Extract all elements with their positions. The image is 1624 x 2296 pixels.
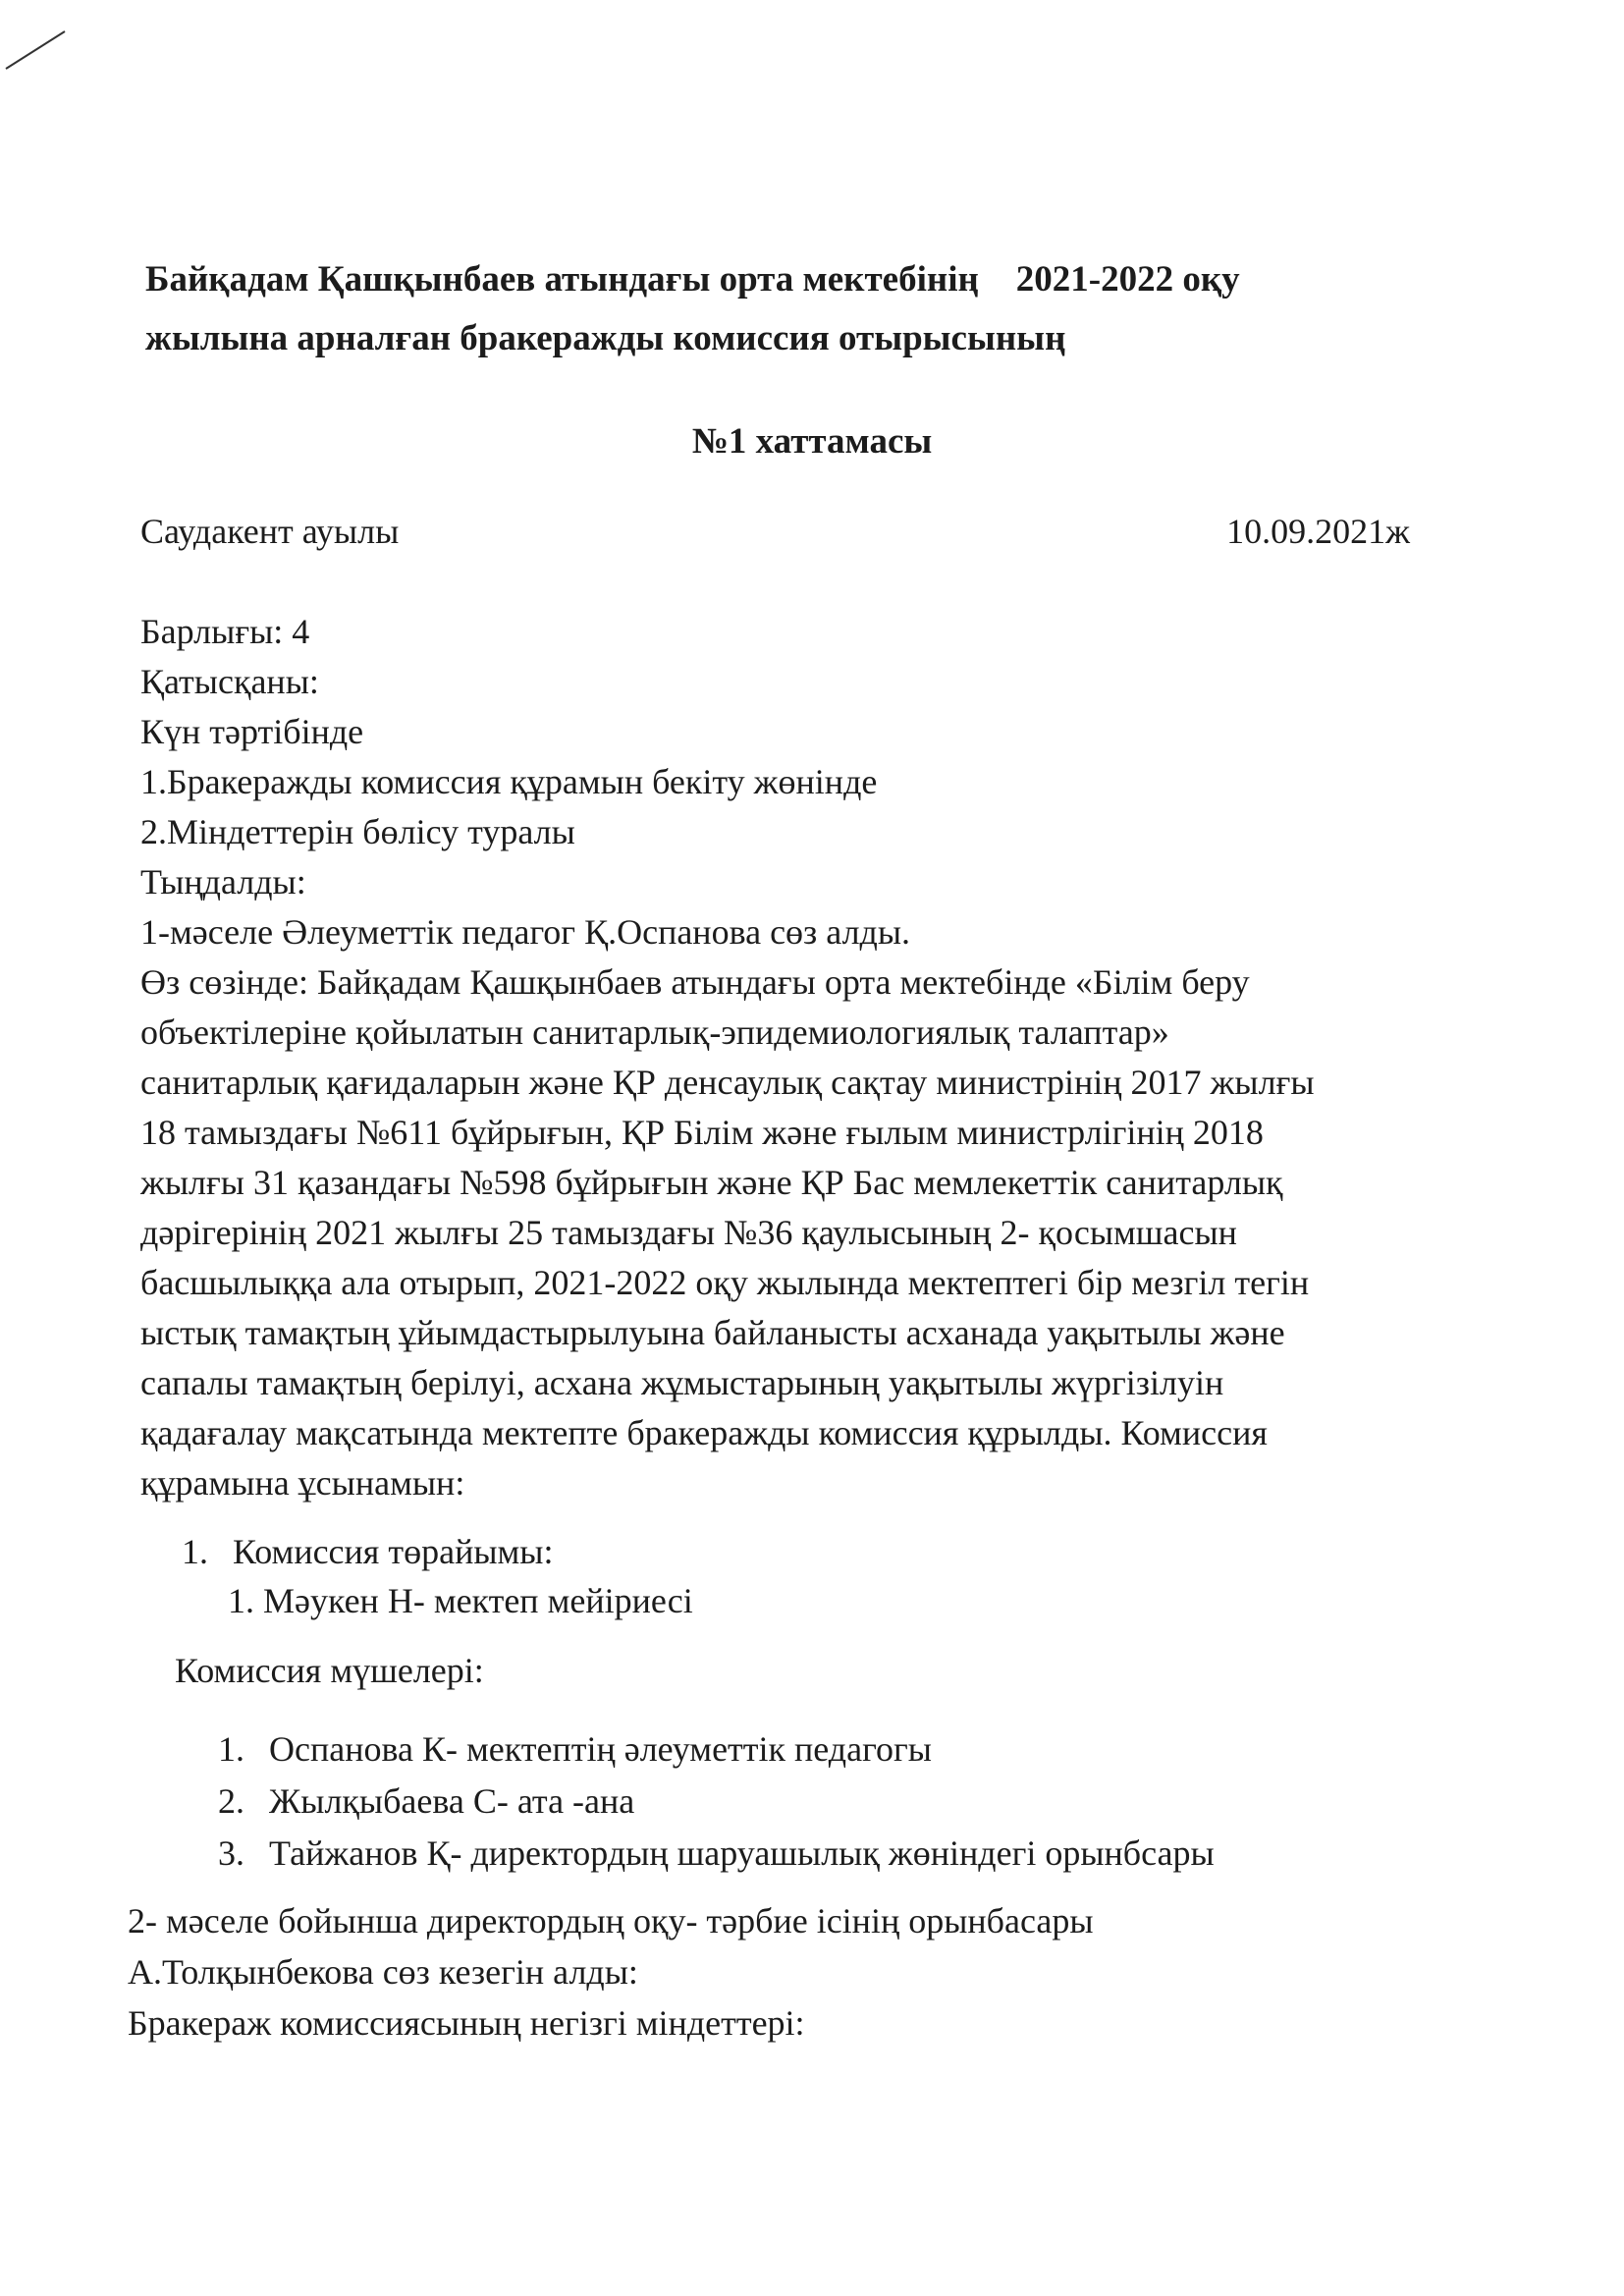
place-name: Саудакент ауылы bbox=[140, 512, 400, 551]
title-academic-year: 2021-2022 оқу bbox=[1015, 259, 1240, 300]
chair-label: Комиссия төрайымы: bbox=[233, 1532, 554, 1571]
issue-2-line: Бракераж комиссиясының негізгі міндеттері: bbox=[128, 2003, 805, 2043]
body-line: 2.Міндеттерін бөлісу туралы bbox=[140, 812, 575, 851]
body-line: объектілеріне қойылатын санитарлық-эпидемиологиялық талаптар» bbox=[140, 1012, 1169, 1052]
list-item bbox=[218, 1723, 1215, 1776]
body-line: Өз сөзінде: Байқадам Қашқынбаев атындағы орта мектебінде «Білім беру bbox=[140, 962, 1250, 1002]
list-number: 1. bbox=[218, 1729, 244, 1769]
body-line: жылғы 31 қазандағы №598 бұйрығын және ҚР Бас мемлекеттік санитарлық bbox=[140, 1163, 1283, 1202]
body-line: басшылыққа ала отырып, 2021-2022 оқу жылында мектептегі бір мезгіл тегін bbox=[140, 1263, 1310, 1302]
list-item bbox=[218, 1776, 1215, 1828]
pen-stroke-mark bbox=[0, 0, 79, 79]
protocol-body bbox=[140, 607, 1417, 1508]
body-line: Қатысқаны: bbox=[140, 662, 319, 701]
list-item bbox=[218, 1828, 1215, 1880]
protocol-number: №1 хаттамасы bbox=[691, 421, 933, 462]
document-title bbox=[145, 250, 1324, 368]
document-date: 10.09.2021ж bbox=[1226, 512, 1410, 551]
list-number: 2. bbox=[218, 1781, 244, 1821]
body-line: 1-мәселе Әлеуметтік педагог Қ.Оспанова сөз алды. bbox=[140, 912, 911, 952]
list-number: 1. bbox=[182, 1532, 208, 1571]
body-line: қадағалау мақсатында мектепте бракеражды комиссия құрылды. Комиссия bbox=[140, 1413, 1268, 1452]
title-line-2: жылына арналған бракеражды комиссия отырысының bbox=[145, 318, 1066, 358]
body-line: Тыңдалды: bbox=[140, 862, 306, 902]
title-school-name: Байқадам Қашқынбаев атындағы орта мектебінің bbox=[145, 259, 979, 300]
chair-section bbox=[182, 1527, 693, 1625]
body-line: дәрігерінің 2021 жылғы 25 тамыздағы №36 қаулысының 2- қосымшасын bbox=[140, 1213, 1237, 1252]
issue-2-line: 2- мәселе бойынша директордың оқу- тәрбие ісінің орынбасары bbox=[128, 1901, 1094, 1941]
body-line: Барлығы: 4 bbox=[140, 612, 310, 651]
member-text: Оспанова К- мектептің әлеуметтік педагогы bbox=[269, 1729, 932, 1769]
body-line: санитарлық қағидаларын және ҚР денсаулық сақтау министрінің 2017 жылғы bbox=[140, 1063, 1315, 1102]
body-line: 18 тамыздағы №611 бұйрығын, ҚР Білім және ғылым министрлігінің 2018 bbox=[140, 1113, 1264, 1152]
issue-2-section bbox=[128, 1895, 1404, 2049]
member-text: Жылқыбаева С- ата -ана bbox=[269, 1781, 635, 1821]
title-line-1 bbox=[145, 250, 1324, 309]
chair-label-line bbox=[182, 1532, 554, 1571]
list-number: 3. bbox=[218, 1833, 244, 1873]
body-line: сапалы тамақтың берілуі, асхана жұмыстарының уақытылы жүргізілуін bbox=[140, 1363, 1224, 1402]
body-line: ыстық тамақтың ұйымдастырылуына байланысты асханада уақытылы және bbox=[140, 1313, 1285, 1352]
issue-2-line: А.Толқынбекова сөз кезегін алды: bbox=[128, 1952, 638, 1992]
body-line: Күн тәртібінде bbox=[140, 712, 364, 751]
chair-member-line bbox=[182, 1576, 693, 1625]
members-label: Комиссия мүшелері: bbox=[175, 1651, 484, 1690]
list-number: 1. bbox=[228, 1581, 254, 1620]
member-text: Тайжанов Қ- директордың шаруашылық жөніндегі орынбсары bbox=[269, 1833, 1215, 1873]
members-list bbox=[218, 1723, 1215, 1880]
body-line: 1.Бракеражды комиссия құрамын бекіту жөнінде bbox=[140, 762, 878, 801]
body-line: құрамына ұсынамын: bbox=[140, 1463, 465, 1503]
chair-member: Мәукен Н- мектеп мейіриесі bbox=[263, 1581, 693, 1620]
